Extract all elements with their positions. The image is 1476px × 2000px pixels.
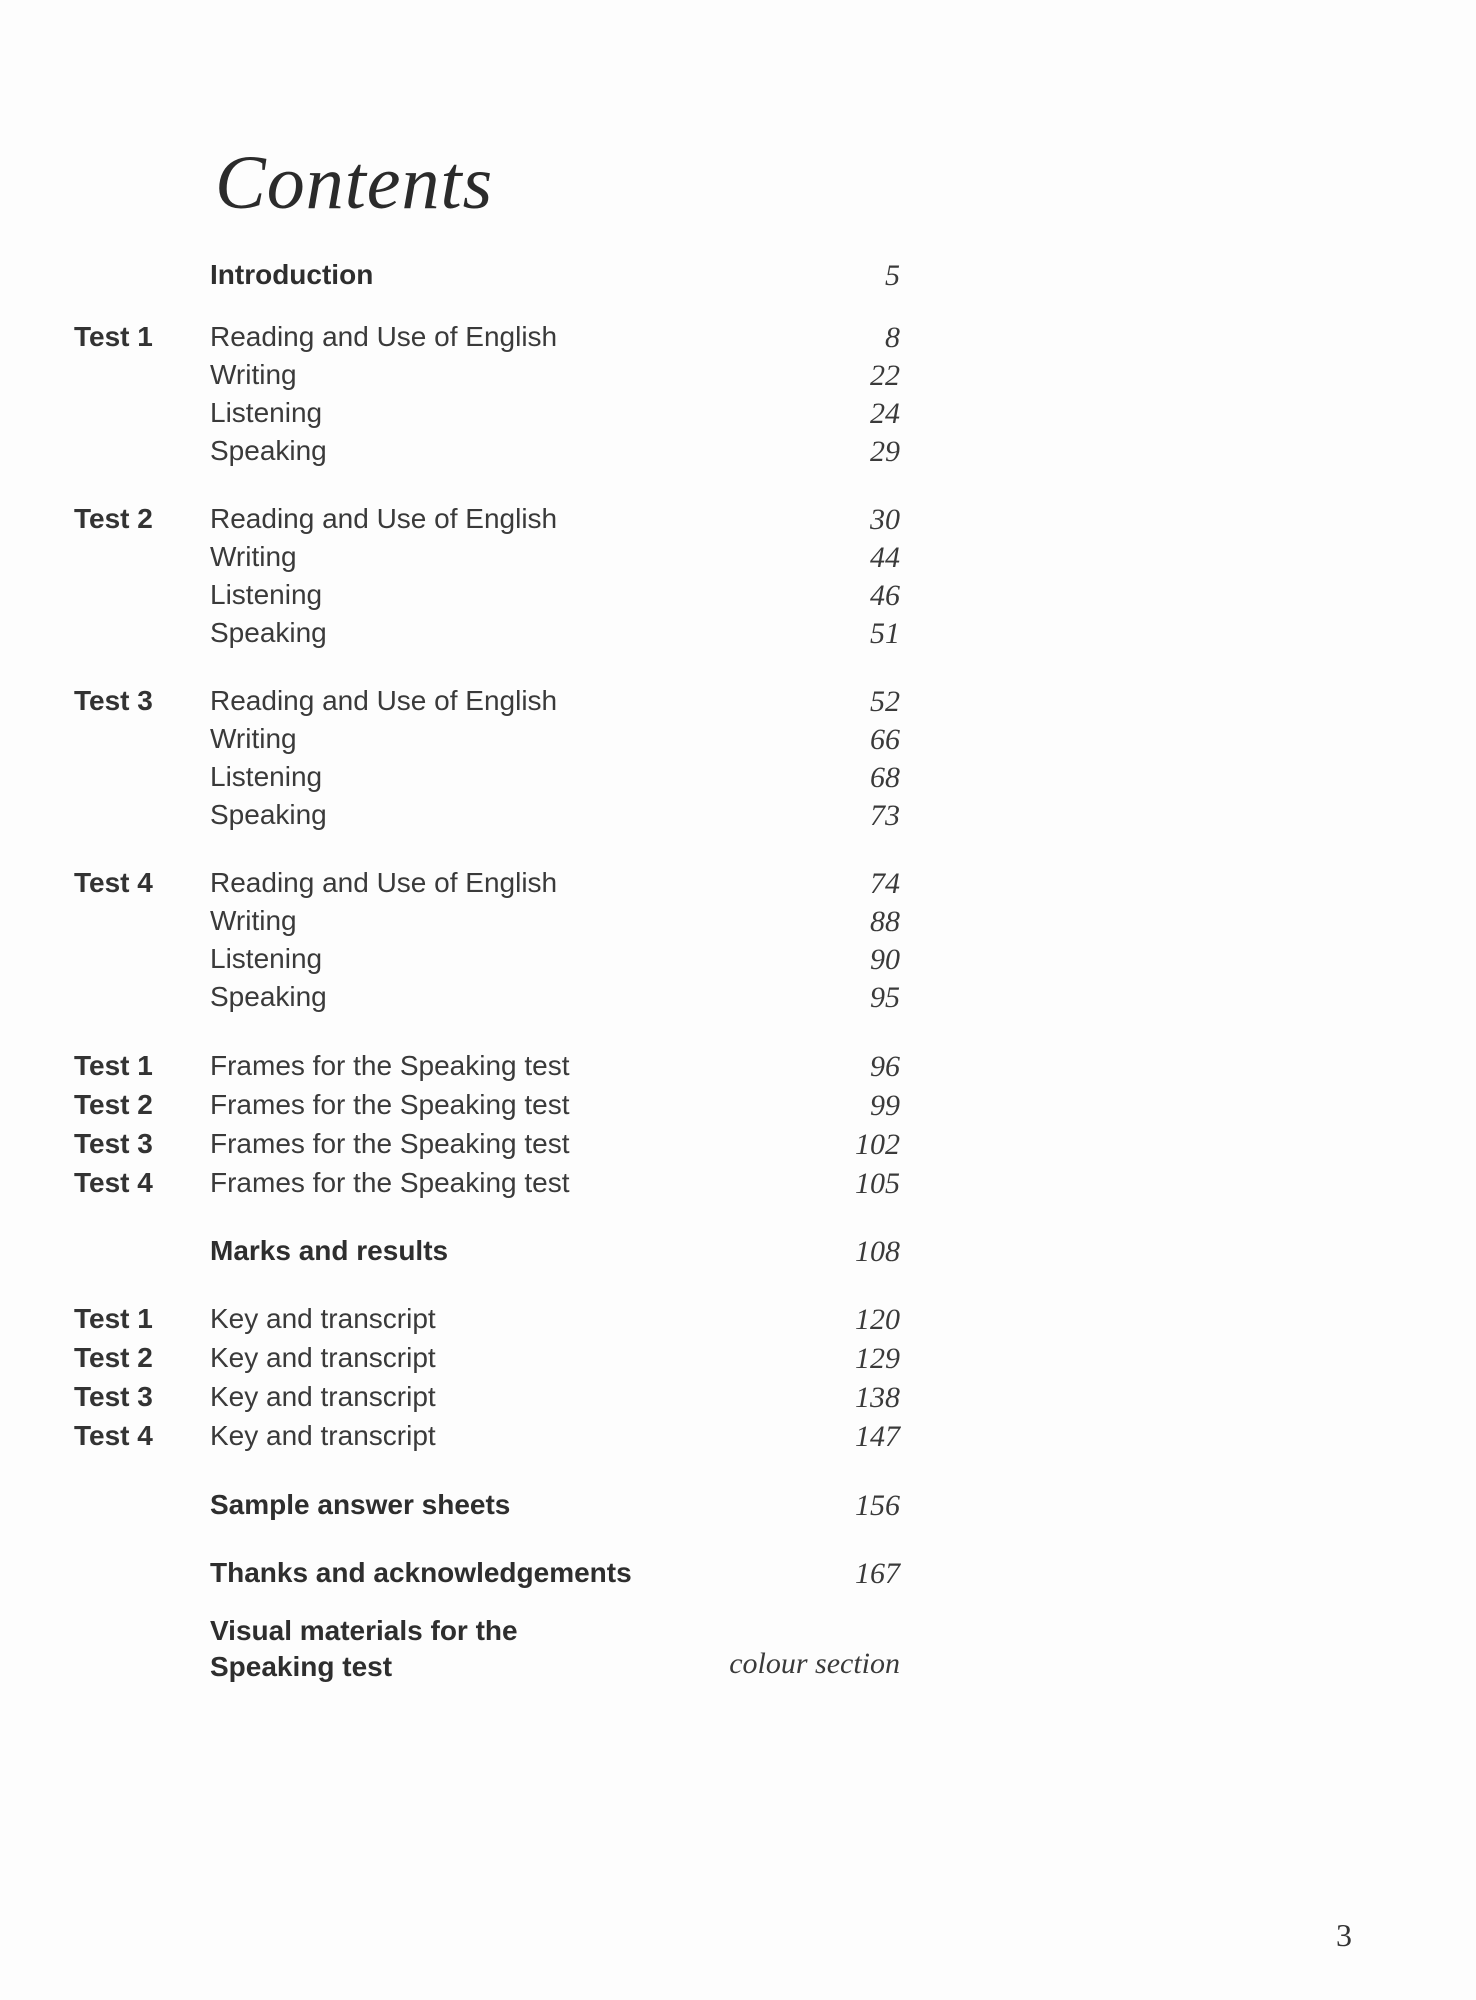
toc-entry: [0, 1128, 1476, 1168]
toc-entry-page-number: 138: [855, 1381, 900, 1414]
toc-entry-test-label: Test 4: [74, 1167, 153, 1198]
toc-entry-page-number: 129: [855, 1342, 900, 1375]
toc-entry-title: Frames for the Speaking test: [210, 1050, 570, 1081]
toc-entry-page-number: 167: [855, 1557, 900, 1590]
toc-entry-page-number: 108: [855, 1235, 900, 1268]
toc-entry-title: Key and transcript: [210, 1420, 436, 1451]
toc-entry-page-number: 120: [855, 1303, 900, 1336]
toc-entry-test-label: Test 1: [74, 1050, 153, 1081]
toc-entry: [0, 1050, 1476, 1090]
toc-entry: [0, 905, 1476, 945]
toc-entry-page-number: 156: [855, 1489, 900, 1522]
toc-entry-test-label: Test 2: [74, 1342, 153, 1373]
toc-entry-page-number: 102: [855, 1128, 900, 1161]
toc-entry-title: Speaking: [210, 799, 327, 830]
toc-entry-title: Visual materials for the Speaking test: [210, 1615, 518, 1682]
toc-entry: [0, 1235, 1476, 1275]
toc-entry: [0, 1615, 1476, 1682]
toc-entry-page-number: 24: [870, 397, 900, 430]
toc-entry-title: Key and transcript: [210, 1303, 436, 1334]
toc-entry: [0, 1303, 1476, 1343]
toc-entry-test-label: Test 3: [74, 1128, 153, 1159]
toc-entry: [0, 867, 1476, 907]
toc-entry-title: Speaking: [210, 435, 327, 466]
toc-entry: [0, 503, 1476, 543]
toc-entry: [0, 723, 1476, 763]
toc-entry: [0, 1381, 1476, 1421]
toc-entry-page-number: 30: [870, 503, 900, 536]
toc-entry-title: Speaking: [210, 617, 327, 648]
toc-entry-page-number: 52: [870, 685, 900, 718]
toc-entry-title: Writing: [210, 359, 297, 390]
toc-entry-page-number: colour section: [729, 1647, 900, 1680]
toc-entry-test-label: Test 1: [74, 321, 153, 352]
toc-entry: [0, 617, 1476, 657]
toc-entry-title: Listening: [210, 761, 323, 792]
toc-entry-title: Listening: [210, 943, 323, 974]
toc-entry-title: Reading and Use of English: [210, 503, 558, 534]
toc-entry: [0, 259, 1476, 299]
toc-entry-page-number: 99: [870, 1089, 900, 1122]
toc-entry-page-number: 51: [870, 617, 900, 650]
toc-entry-title: Frames for the Speaking test: [210, 1128, 570, 1159]
toc-entry: [0, 1557, 1476, 1597]
toc-entry-title: Writing: [210, 723, 297, 754]
toc-entry-page-number: 44: [870, 541, 900, 574]
toc-entry-page-number: 74: [870, 867, 900, 900]
toc-entry-title: Key and transcript: [210, 1342, 436, 1373]
toc-entry: [0, 541, 1476, 581]
toc-entry: [0, 435, 1476, 475]
toc-entry-page-number: 46: [870, 579, 900, 612]
toc-entry-page-number: 147: [855, 1420, 900, 1453]
toc-entry: [0, 579, 1476, 619]
toc-entry: [0, 1420, 1476, 1460]
toc-entry-test-label: Test 2: [74, 1089, 153, 1120]
toc-entry-test-label: Test 2: [74, 503, 153, 534]
toc-entry-title: Reading and Use of English: [210, 321, 558, 352]
toc-entry-page-number: 5: [885, 259, 900, 292]
toc-entry-page-number: 96: [870, 1050, 900, 1083]
page-title: Contents: [215, 141, 494, 225]
toc-entry-page-number: 88: [870, 905, 900, 938]
toc-entry-title: Writing: [210, 905, 297, 936]
toc-entry-test-label: Test 3: [74, 1381, 153, 1412]
toc-entry-page-number: 105: [855, 1167, 900, 1200]
toc-entry-page-number: 68: [870, 761, 900, 794]
toc-entry: [0, 761, 1476, 801]
toc-entry-test-label: Test 4: [74, 1420, 153, 1451]
toc-entry-page-number: 90: [870, 943, 900, 976]
toc-entry: [0, 1089, 1476, 1129]
toc-entry-page-number: 8: [885, 321, 900, 354]
toc-entry-title: Reading and Use of English: [210, 867, 558, 898]
toc-entry-page-number: 29: [870, 435, 900, 468]
toc-entry-page-number: 66: [870, 723, 900, 756]
toc-entry-title: Writing: [210, 541, 297, 572]
toc-entry-title: Introduction: [210, 259, 374, 290]
toc-entry-test-label: Test 4: [74, 867, 153, 898]
toc-entry-title: Frames for the Speaking test: [210, 1089, 570, 1120]
toc-entry-title: Sample answer sheets: [210, 1489, 511, 1520]
toc-entry: [0, 981, 1476, 1021]
toc-entry-test-label: Test 1: [74, 1303, 153, 1334]
toc-entry-page-number: 22: [870, 359, 900, 392]
toc-entry: [0, 397, 1476, 437]
toc-entry: [0, 1489, 1476, 1529]
page-number: 3: [1336, 1917, 1352, 1953]
toc-entry: [0, 321, 1476, 361]
toc-entry-page-number: 95: [870, 981, 900, 1014]
toc-entry: [0, 1342, 1476, 1382]
toc-entry: [0, 1167, 1476, 1207]
toc-entry-title: Frames for the Speaking test: [210, 1167, 570, 1198]
toc-entry-title: Reading and Use of English: [210, 685, 558, 716]
toc-entry: [0, 359, 1476, 399]
toc-entry: [0, 799, 1476, 839]
toc-entry-page-number: 73: [870, 799, 900, 832]
toc-entry-title: Marks and results: [210, 1235, 449, 1266]
toc-entry-title: Listening: [210, 397, 323, 428]
toc-entry-title: Thanks and acknowledgements: [210, 1557, 632, 1588]
toc-entry: [0, 685, 1476, 725]
toc-entry-test-label: Test 3: [74, 685, 153, 716]
toc-entry-title: Key and transcript: [210, 1381, 436, 1412]
toc-entry-title: Listening: [210, 579, 323, 610]
toc-entry-title: Speaking: [210, 981, 327, 1012]
toc-entry: [0, 943, 1476, 983]
